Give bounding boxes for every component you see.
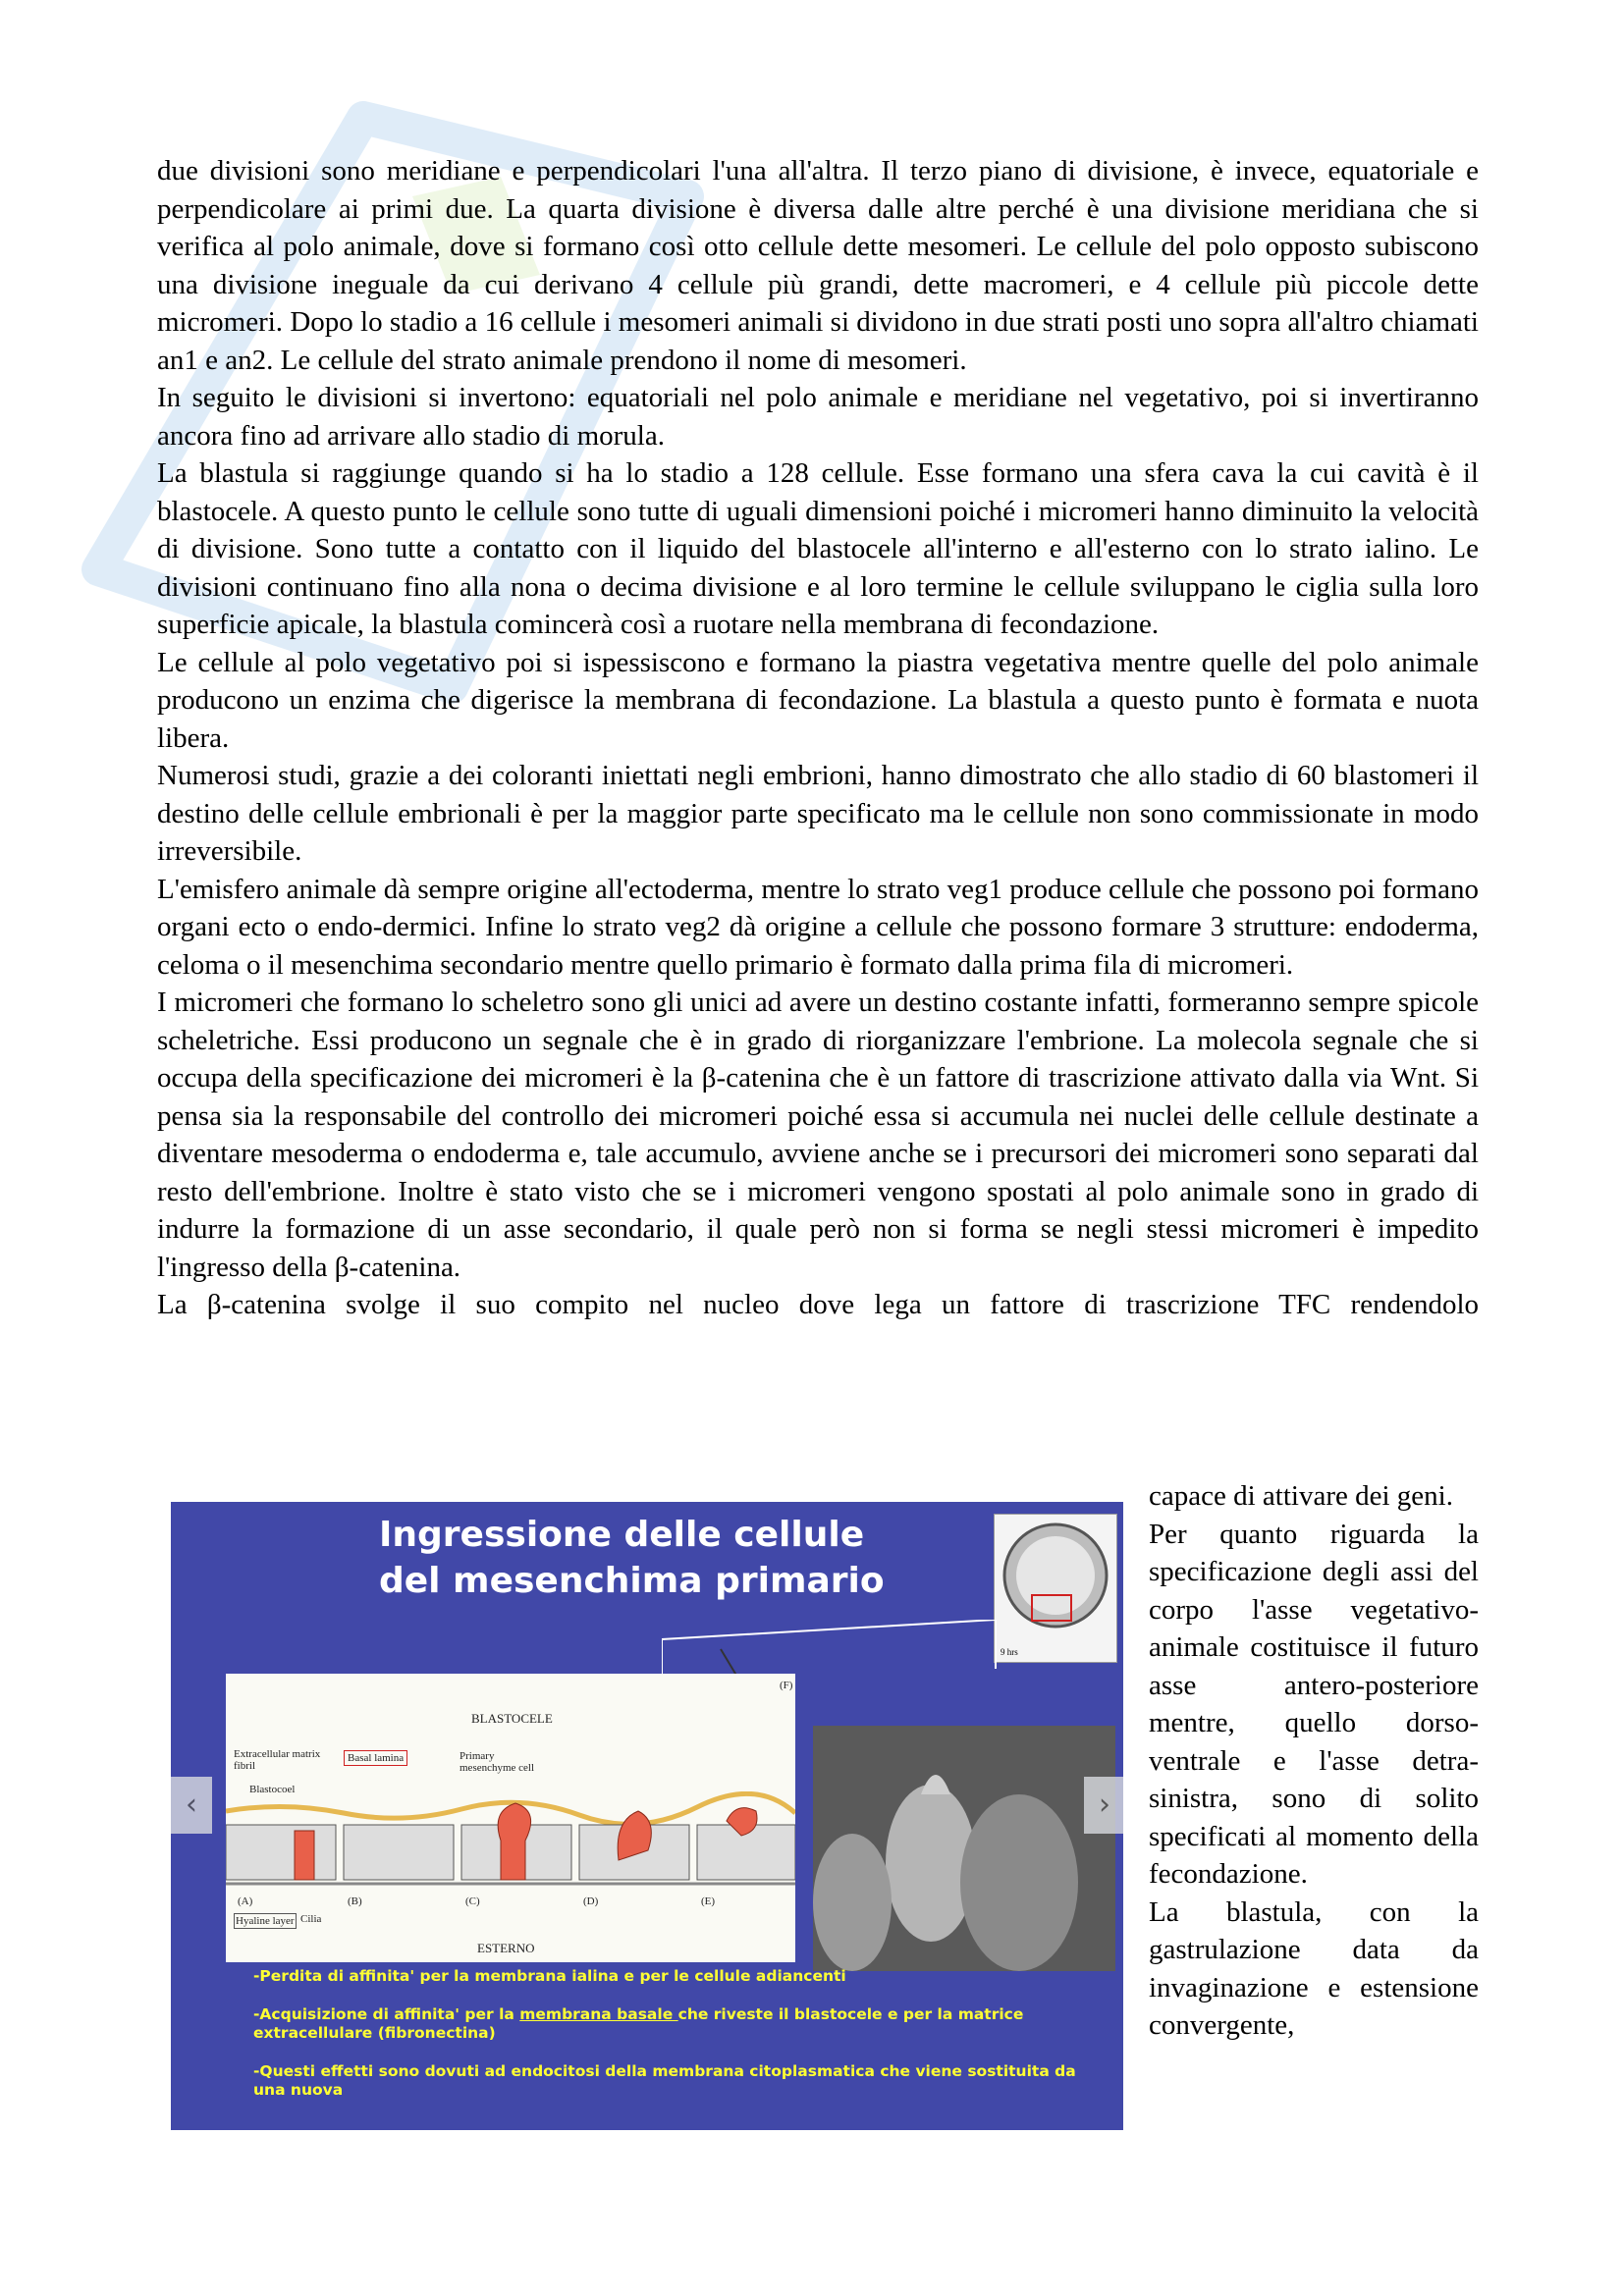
paragraph: La blastula si raggiunge quando si ha lo stadio a 128 cellule. Esse formano una sfera cava la cui cavità è il blastocele. A questo punto le cellule sono tutte di uguali dimensioni poiché i micromeri hanno diminuito la velocità di divisione. Sono tutte a contatto con il liquido del blastocele all'interno e all'esterno con lo strato ialino. Le divisioni continuano fino alla nona o decima divisione e al loro termine le cellule sviluppano le ciglia sulla loro superficie apicale, la blastula comincerà così a ruotare nella membrana di fecondazione.	[157, 457, 1479, 640]
diagram-panel	[226, 1674, 795, 1962]
label-basal-lamina: Basal lamina	[344, 1750, 407, 1766]
next-slide-button[interactable]: ›	[1084, 1777, 1123, 1834]
label-blastocoel: Blastocoel	[249, 1784, 296, 1795]
stage-a-label: (A)	[238, 1896, 253, 1907]
stage-c-label: (C)	[465, 1896, 480, 1907]
paragraph: La β-catenina svolge il suo compito nel nucleo dove lega un fattore di trascrizione TFC rendendolo	[157, 1289, 1479, 1320]
label-primary-cell: Primary mesenchyme cell	[460, 1750, 535, 1774]
paragraph: I micromeri che formano lo scheletro sono gli unici ad avere un destino costante infatti, formeranno sempre spicole scheletriche. Essi producono un segnale che è in grado di riorganizzare l'embrione. La molecola segnale che si occupa della specificazione dei micromeri è la β-catenina che è un fattore di trascrizione attivato dalla via Wnt. Si pensa sia la responsabile del controllo dei micromeri poiché essa si accumula nei nuclei delle cellule destinate a diventare mesoderma o endoderma e, tale accumulo, avviene anche se i precursori dei micromeri sono separati dal resto dell'embrione. Inoltre è stato visto che se i micromeri vengono spostati al polo animale sono in grado di indurre la formazione di un asse secondario, il quale però non si forma se negli stessi micromeri è impedito l'ingresso della β-catenina.	[157, 987, 1479, 1283]
panel-letter: (F)	[780, 1680, 793, 1691]
panel-header: BLASTOCELE	[471, 1711, 553, 1726]
paragraph: Le cellule al polo vegetativo poi si ispessiscono e formano la piastra vegetativa mentre quelle del polo animale producono un enzima che digerisce la membrana di fecondazione. La blastula a questo punto è formata e nuota libera.	[157, 646, 1479, 754]
sem-micrograph	[813, 1726, 1115, 1971]
stage-b-label: (B)	[348, 1896, 362, 1907]
stage-e-label: (E)	[701, 1896, 716, 1907]
paragraph: due divisioni sono meridiane e perpendicolari l'una all'altra. Il terzo piano di divisione, è invece, equatoriale e perpendicolare ai primi due. La quarta divisione è diversa dalle altre perché è una divisione meridiana che si verifica al polo animale, dove si formano così otto cellule dette mesomeri. Le cellule del polo opposto subiscono una divisione ineguale da cui derivano 4 cellule più grandi, dette macromeri, e 4 cellule più piccole dette micromeri. Dopo lo stadio a 16 cellule i mesomeri animali si dividono in due strati posti uno sopra all'altro chiamati an1 e an2. Le cellule del strato animale prendono il nome di mesomeri.	[157, 155, 1479, 376]
figure-title: Ingressione delle cellule del mesenchima primario	[379, 1515, 885, 1601]
figure-bullets	[253, 1967, 1098, 2119]
bullet-item: -Perdita di affinita' per la membrana ialina e per le cellule adiancenti	[253, 1967, 846, 1985]
label-ecm: Extracellular matrix fibril	[234, 1748, 321, 1772]
paragraph: L'emisfero animale dà sempre origine all'ectoderma, mentre lo strato veg1 produce cellule che possono poi formano organi ecto o endo-dermici. Infine lo strato veg2 dà origine a cellule che possono formare 3 strutture: endoderma, celoma o il mesenchima secondario mentre quello primario è formato dalla prima fila di micromeri.	[157, 873, 1479, 981]
bullet-item: -Questi effetti sono dovuti ad endocitosi della membrana citoplasmatica che viene sostituita da una nuova	[253, 2062, 1076, 2099]
underlined-term: membrana basale	[519, 2005, 678, 2023]
thumb-caption: 9 hrs	[1001, 1647, 1018, 1657]
bullet-item: -Acquisizione di affinita' per la membrana basale che riveste il blastocele e per la matrice extracellulare (fibronectina)	[253, 2005, 1024, 2042]
side-text	[1149, 1477, 1479, 2045]
label-cilia: Cilia	[300, 1913, 322, 1925]
panel-footer: ESTERNO	[477, 1941, 535, 1955]
prev-slide-button[interactable]: ‹	[171, 1777, 212, 1834]
main-text	[157, 152, 1479, 1324]
micrograph-image	[813, 1726, 1115, 1971]
side-paragraph: La blastula, con la gastrulazione data da invaginazione e estensione convergente,	[1149, 1896, 1479, 2041]
label-hyaline: Hyaline layer	[234, 1913, 297, 1929]
paragraph: In seguito le divisioni si invertono: equatoriali nel polo animale e meridiane nel vegetativo, poi si invertiranno ancora fino ad arrivare allo stadio di morula.	[157, 382, 1479, 452]
figure-slide	[171, 1502, 1123, 2130]
side-paragraph: capace di attivare dei geni.	[1149, 1480, 1453, 1512]
paragraph: Numerosi studi, grazie a dei coloranti iniettati negli embrioni, hanno dimostrato che allo stadio di 60 blastomeri il destino delle cellule embrionali è per la maggior parte specificato ma le cellule non sono commissionate in modo irreversibile.	[157, 760, 1479, 867]
side-paragraph: Per quanto riguarda la specificazione degli assi del corpo l'asse vegetativo-animale costituisce il futuro asse antero-posteriore mentre, quello dorso-ventrale e l'asse detra-sinistra, sono di solito specificati al momento della fecondazione.	[1149, 1518, 1479, 1890]
stage-d-label: (D)	[583, 1896, 599, 1907]
